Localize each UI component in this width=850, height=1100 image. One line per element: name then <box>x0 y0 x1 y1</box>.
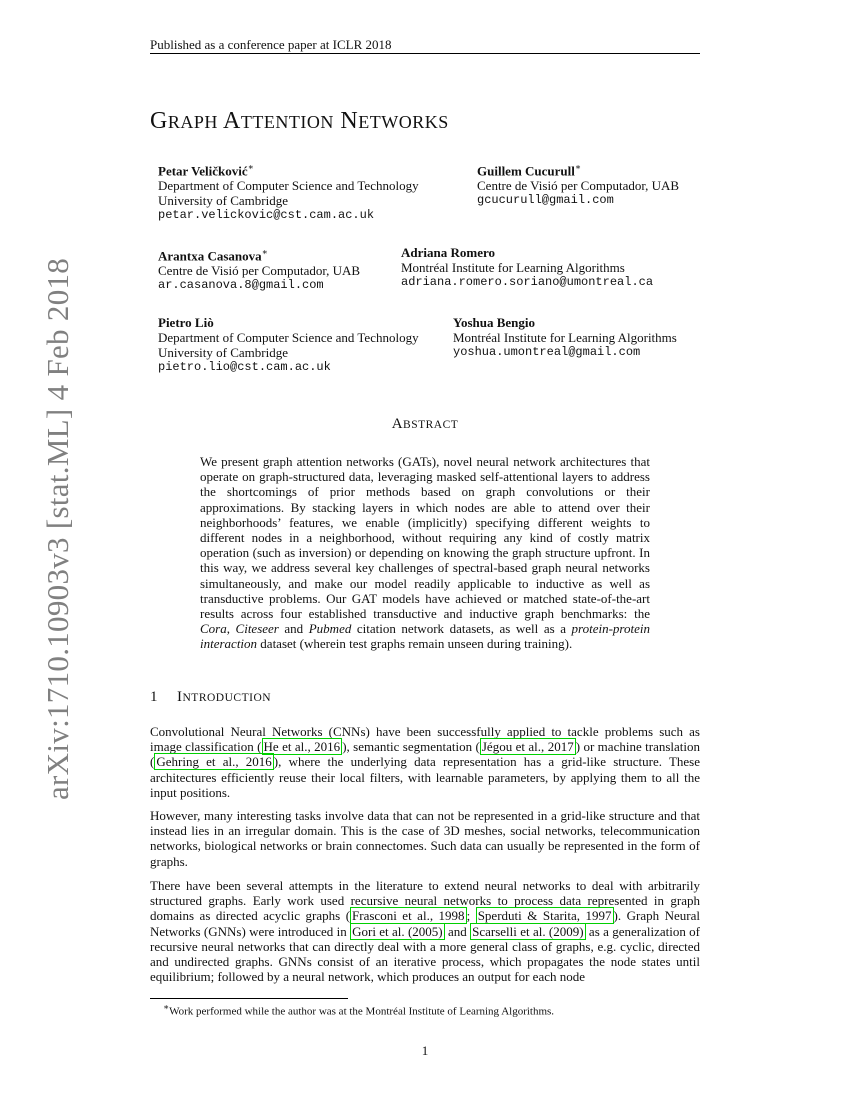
title-smallcaps: TTENTION <box>240 112 334 132</box>
citation-link[interactable]: Gori et al. (2005) <box>352 923 443 939</box>
heading-cap: A <box>391 416 404 432</box>
footnote-marker: ∗ <box>574 162 581 172</box>
heading-cap: I <box>177 689 183 705</box>
paragraph-text: as a generalization of recursive neural networks that can directly deal with a more general class of graphs, e.g. cyclic, directed and undirected graphs. GNNs consist of an iterative process, which propagates the node states until equilibrium; followed by a neural network, which produces an output for each node <box>150 923 701 985</box>
author-email[interactable]: pietro.lio@cst.cam.ac.uk <box>158 360 331 374</box>
page-number: 1 <box>421 1043 429 1058</box>
abstract-text: , <box>226 621 236 637</box>
author-name: Yoshua Bengio <box>453 315 535 330</box>
citation-link[interactable]: Sperduti & Starita, 1997 <box>477 908 612 924</box>
dataset-name: Pubmed <box>308 621 352 637</box>
venue-header: Published as a conference paper at ICLR 2018 <box>150 37 392 52</box>
abstract-text: and <box>278 621 309 637</box>
footnote-rule <box>150 998 348 999</box>
footnote-text: Work performed while the author was at the Montréal Institute of Learning Algorithms. <box>169 1005 555 1018</box>
author-affiliation: Montréal Institute for Learning Algorithms <box>401 260 625 275</box>
author-block <box>158 315 419 375</box>
citation-link[interactable]: Gehring et al., 2016 <box>156 754 272 770</box>
header-rule <box>150 53 700 54</box>
citation-link[interactable]: Scarselli et al. (2009) <box>472 923 584 939</box>
author-email[interactable]: adriana.romero.soriano@umontreal.ca <box>401 275 654 289</box>
section-title <box>177 689 271 706</box>
title-cap: A <box>223 108 241 134</box>
paragraph-text: ). Graph Neural Networks (GNNs) were introduced in <box>150 908 700 939</box>
citation-link[interactable]: Frasconi et al., 1998 <box>352 908 465 924</box>
paragraph-text: There have been several attempts in the literature to extend neural networks to deal with arbitrarily structured graphs. Early work used recursive neural networks to process data represented in graph domains as directed acyclic graphs ( <box>150 878 700 924</box>
author-name: Guillem Cucurull <box>477 163 575 179</box>
title-smallcaps: ETWORKS <box>358 112 449 132</box>
author-block <box>158 160 419 223</box>
author-block <box>401 245 653 290</box>
title-cap: N <box>340 108 359 134</box>
heading-smallcaps: BSTRACT <box>403 419 459 431</box>
dataset-name: Citeseer <box>235 621 279 637</box>
heading-smallcaps: NTRODUCTION <box>182 692 272 704</box>
author-email[interactable]: ar.casanova.8@gmail.com <box>158 278 324 293</box>
paper-title <box>150 108 449 135</box>
paragraph <box>150 878 700 984</box>
footnote-marker: ∗ <box>163 1002 170 1012</box>
author-affiliation: University of Cambridge <box>158 193 288 209</box>
section-number: 1 <box>150 689 158 705</box>
author-block <box>158 245 360 293</box>
author-name: Adriana Romero <box>401 245 496 260</box>
paragraph-text: Convolutional Neural Networks (CNNs) have been successfully applied to tackle problems such as image classification ( <box>150 724 700 755</box>
author-affiliation: Montréal Institute for Learning Algorithms <box>453 330 677 345</box>
author-name: Pietro Liò <box>158 315 214 330</box>
author-email[interactable]: yoshua.umontreal@gmail.com <box>453 345 641 359</box>
citation-link[interactable]: Jégou et al., 2017 <box>481 739 574 755</box>
abstract-heading <box>0 416 850 433</box>
author-name: Petar Veličković <box>158 163 248 179</box>
title-cap: G <box>150 108 168 134</box>
paragraph: However, many interesting tasks involve data that can not be represented in a grid-like structure and that instead lies in an irregular domain. This is the case of 3D meshes, social networks, telecommunication networks, biological networks or brain connectomes. Such data can usually be represented in the form of graphs. <box>150 808 700 869</box>
author-affiliation: Centre de Visió per Computador, UAB <box>477 178 680 194</box>
footnote <box>163 1002 554 1018</box>
paragraph-text: ; <box>466 908 476 924</box>
paragraph <box>150 724 700 800</box>
author-name: Arantxa Casanova <box>158 248 262 264</box>
abstract-text: We present graph attention networks (GATs), novel neural network architectures that operate on graph-structured data, leveraging masked self-attentional layers to address the shortcomings of prior methods based on graph convolutions or their approximations. By stacking layers in which nodes are able to attend over their neighborhoods’ features, we enable (implicitly) specifying different weights to different nodes in a neighborhood, without requiring any kind of costly matrix operation (such as inversion) or depending on knowing the graph structure upfront. In this way, we address several key challenges of spectral-based graph neural networks simultaneously, and make our model readily applicable to inductive as well as transductive problems. Our GAT models have achieved or matched state-of-the-art results across four established transductive and inductive graph benchmarks: the <box>200 454 650 622</box>
author-affiliation: Centre de Visió per Computador, UAB <box>158 263 361 279</box>
author-block <box>477 160 679 208</box>
abstract-text: dataset (wherein test graphs remain unseen during training). <box>257 636 573 652</box>
paragraph-text: ), where the underlying data representation has a grid-like structure. These architectures efficiently reuse their local filters, with learnable parameters, by applying them to all the input positions. <box>150 754 700 800</box>
dataset-name: Cora <box>200 621 227 637</box>
author-email[interactable]: petar.velickovic@cst.cam.ac.uk <box>158 208 375 223</box>
paragraph-text: ) or machine translation ( <box>150 739 701 770</box>
paragraph-text: and <box>444 923 471 939</box>
paragraph-text: ), semantic segmentation ( <box>342 739 480 755</box>
abstract-text: citation network datasets, as well as a <box>351 621 572 637</box>
author-email[interactable]: gcucurull@gmail.com <box>477 193 614 208</box>
author-affiliation: Department of Computer Science and Technology <box>158 178 419 194</box>
author-affiliation: Department of Computer Science and Technology <box>158 330 419 345</box>
author-affiliation: University of Cambridge <box>158 345 288 360</box>
citation-link[interactable]: He et al., 2016 <box>263 739 341 755</box>
abstract-body <box>200 454 650 652</box>
author-block <box>453 315 677 360</box>
title-smallcaps: RAPH <box>167 112 218 132</box>
arxiv-stamp: arXiv:1710.10903v3 [stat.ML] 4 Feb 2018 <box>40 257 75 800</box>
footnote-marker: ∗ <box>261 247 268 257</box>
dataset-name: protein-protein interaction <box>200 621 650 652</box>
footnote-marker: ∗ <box>247 162 254 172</box>
